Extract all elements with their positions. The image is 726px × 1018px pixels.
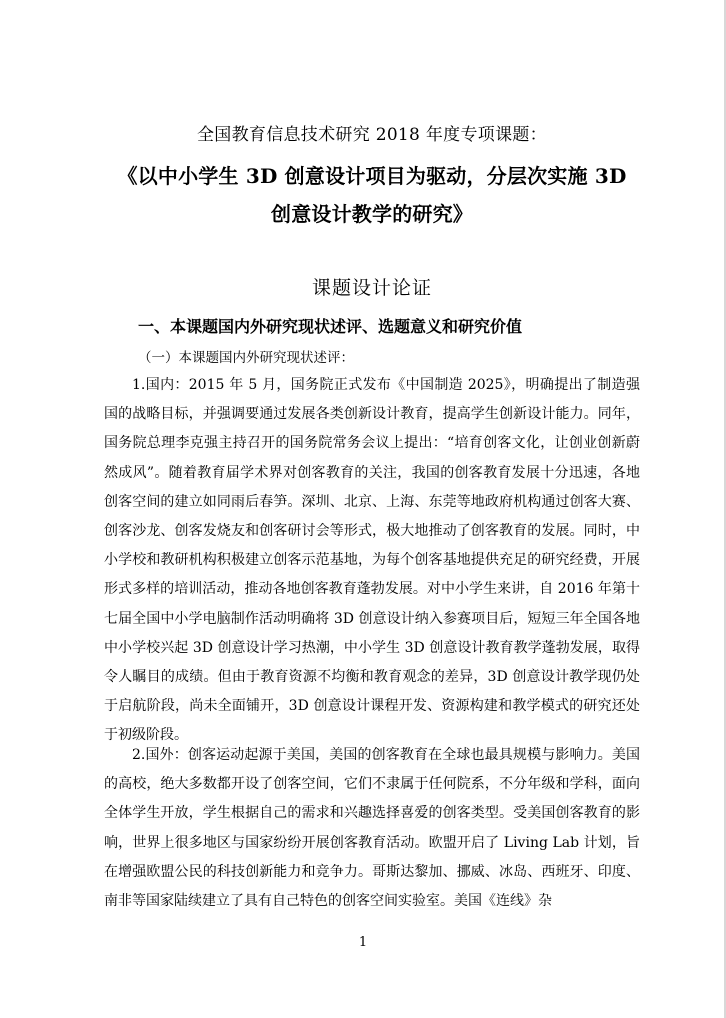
- paragraph-domestic: 1.国内：2015 年 5 月，国务院正式发布《中国制造 2025》，明确提出了制造强国的战略目标，并强调要通过发展各类创新设计教育，提高学生创新设计能力。同年，国务院总理李克强主持召开的国务院常务会议上提出：“培育创客文化，让创业创新蔚然成风”。随着教育届学术界对创客教育的关注，我国的创客教育发展十分迅速，各地创客空间的建立如同雨后春笋。深圳、北京、上海、东莞等地政府机构通过创客大赛、创客沙龙、创客发烧友和创客研讨会等形式，极大地推动了创客教育的发展。同时，中小学校和教研机构积极建立创客示范基地，为每个创客基地提供充足的研究经费，开展形式多样的培训活动，推动各地创客教育蓬勃发展。对中小学生来讲，自 2016 年第十七届全国中小学电脑制作活动明确将 3D 创意设计纳入参赛项目后，短短三年全国各地中小学校兴起 3D 创意设计学习热潮，中小学生 3D 创意设计教育教学蓬勃发展，取得令人瞩目的成绩。但由于教育资源不均衡和教育观念的差异，3D 创意设计教学现仍处于启航阶段，尚未全面铺开，3D 创意设计课程开发、资源构建和教学模式的研究还处于初级阶段。: [104, 377, 640, 744]
- paragraph-foreign: 2.国外：创客运动起源于美国，美国的创客教育在全球也最具规模与影响力。美国的高校，绝大多数都开设了创客空间，它们不隶属于任何院系，不分年级和学科，面向全体学生开放，学生根据自己的需求和兴趣选择喜爱的创客类型。受美国创客教育的影响，世界上很多地区与国家纷纷开展创客教育活动。欧盟开启了 Living Lab 计划，旨在增强欧盟公民的科技创新能力和竞争力。哥斯达黎加、挪威、冰岛、西班牙、印度、南非等国家陆续建立了具有自己特色的创客空间实验室。美国《连线》杂: [104, 747, 640, 910]
- heading-level-2: （一）本课题国内外研究现状述评：: [138, 350, 354, 366]
- page-number: 1: [358, 935, 368, 950]
- project-subtitle: 全国教育信息技术研究 2018 年度专项课题：: [197, 125, 547, 145]
- project-title: 《以中小学生 3D 创意设计项目为驱动，分层次实施 3D 创意设计教学的研究》: [117, 164, 627, 226]
- section-heading: 课题设计论证: [311, 277, 432, 299]
- heading-level-1: 一、本课题国内外研究现状述评、选题意义和研究价值: [138, 317, 523, 336]
